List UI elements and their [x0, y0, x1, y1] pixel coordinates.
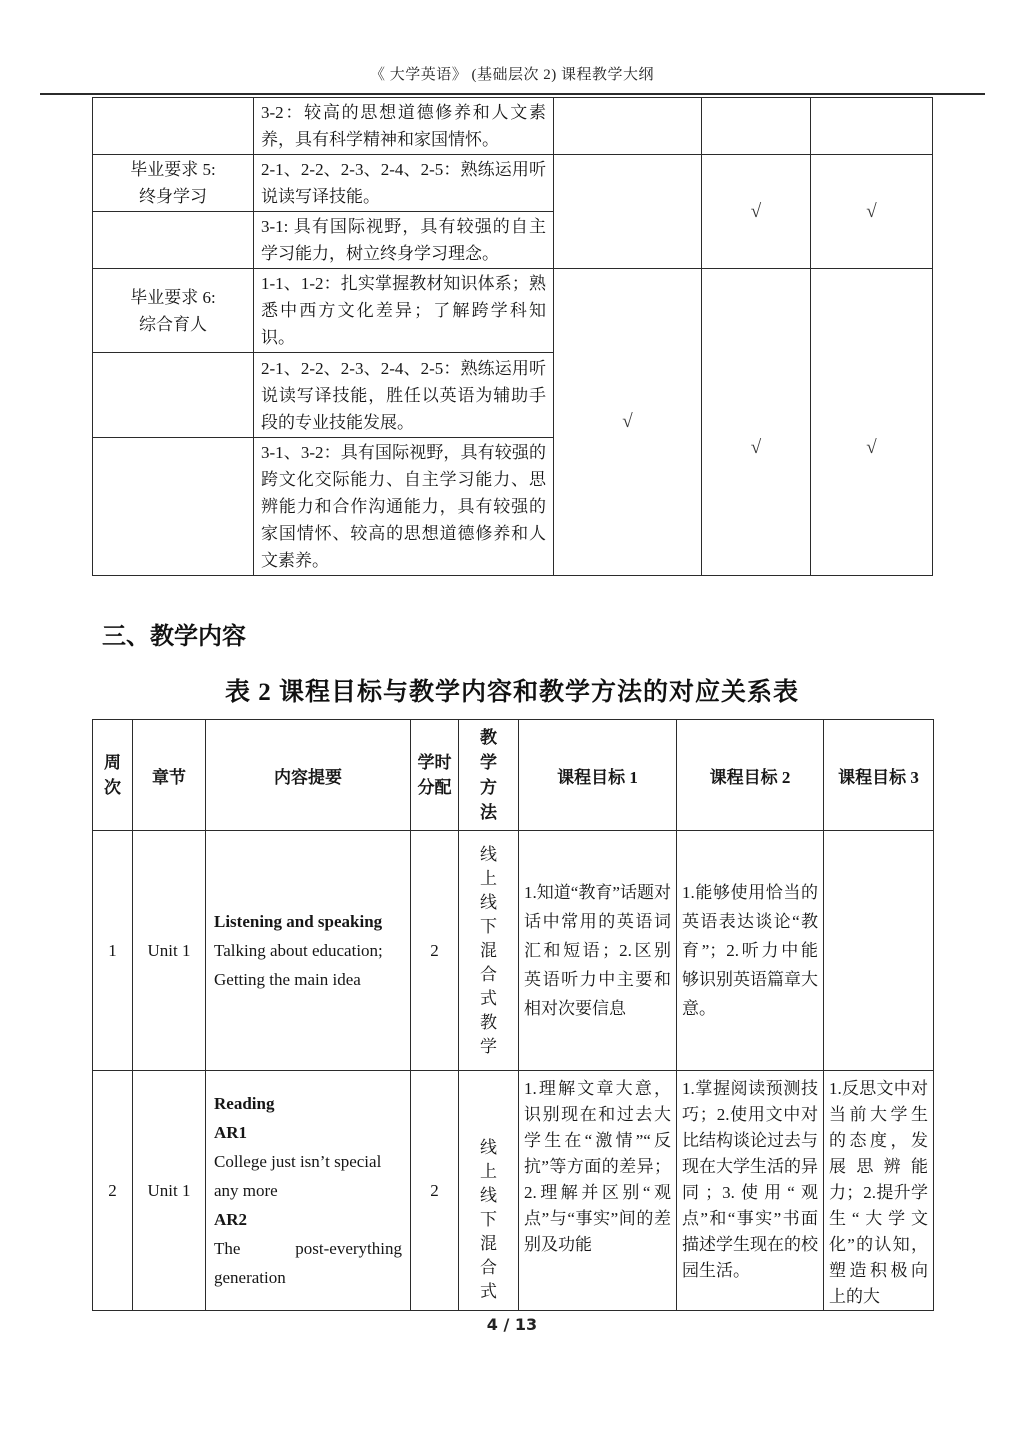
header-hours: 学时分配 [411, 720, 459, 831]
content-line: Listening and speaking [214, 912, 383, 931]
header-week: 周次 [93, 720, 133, 831]
indicator-cell: 3-2：较高的思想道德修养和人文素养，具有科学精神和家国情怀。 [254, 98, 554, 155]
header-summary: 内容提要 [206, 720, 411, 831]
indicator-cell: 3-1、3-2：具有国际视野，具有较强的跨文化交际能力、自主学习能力、思辨能力和合作沟通能力，具有较强的家国情怀、较高的思想道德修养和人文素养。 [254, 438, 554, 576]
header-objective3: 课程目标 3 [824, 720, 934, 831]
table-row [93, 98, 933, 155]
objective1-cell [554, 155, 702, 269]
requirement-cell [93, 269, 254, 353]
table-row [93, 1071, 934, 1311]
page-header-title: 《 大学英语》 (基础层次 2) 课程教学大纲 [370, 67, 654, 83]
objective2-cell: 1.掌握阅读预测技巧；2.使用文中对比结构谈论过去与现在大学生活的异同；3.使用“观点”和“事实”书面描述学生现在的校园生活。 [677, 1071, 824, 1311]
objective3-checkmark: √ [811, 269, 933, 576]
indicator-cell: 2-1、2-2、2-3、2-4、2-5：熟练运用听说读写译技能。 [254, 155, 554, 212]
objective2-checkmark: √ [702, 155, 811, 269]
table-header-row [93, 720, 934, 831]
content-line: any more [214, 1181, 278, 1200]
objective1-cell [554, 98, 702, 155]
page-header-rule [40, 93, 985, 95]
indicator-cell: 2-1、2-2、2-3、2-4、2-5：熟练运用听说读写译技能，胜任以英语为辅助手段的专业技能发展。 [254, 353, 554, 438]
week-cell: 1 [93, 831, 133, 1071]
summary-cell [206, 831, 411, 1071]
objective2-cell [702, 98, 811, 155]
method-vertical-text: 线上线下混合式教学 [480, 844, 497, 1056]
content-word: The [214, 1239, 241, 1258]
hours-cell: 2 [411, 1071, 459, 1311]
table-row [93, 831, 934, 1071]
table-row [93, 155, 933, 212]
chapter-cell: Unit 1 [133, 831, 206, 1071]
indicator-cell: 3-1: 具有国际视野，具有较强的自主学习能力，树立终身学习理念。 [254, 212, 554, 269]
content-line: College just isn’t special [214, 1152, 382, 1171]
objective3-cell [824, 831, 934, 1071]
requirement-label-line1: 毕业要求 6: [130, 287, 216, 307]
content-line: AR1 [214, 1123, 248, 1142]
content-line: AR2 [214, 1210, 248, 1229]
indicator-cell: 1-1、1-2：扎实掌握教材知识体系；熟悉中西方文化差异；了解跨学科知识。 [254, 269, 554, 353]
objective3-checkmark: √ [811, 155, 933, 269]
objective1-cell: 1.知道“教育”话题对话中常用的英语词汇和短语；2.区别英语听力中主要和相对次要信息 [519, 831, 677, 1071]
requirement-label-line2: 终身学习 [139, 187, 207, 206]
requirement-cell [93, 353, 254, 438]
header-method: 教学方法 [459, 720, 519, 831]
content-line: Reading [214, 1094, 275, 1113]
method-cell [459, 1071, 519, 1311]
objective3-cell: 1.反思文中对当前大学生的态度，发展思辨能力；2.提升学生“大学文化”的认知，塑造积极向上的大 [824, 1071, 934, 1311]
requirement-label-line2: 综合育人 [139, 314, 207, 334]
week-cell: 2 [93, 1071, 133, 1311]
header-objective2: 课程目标 2 [677, 720, 824, 831]
content-line: Getting the main idea [214, 970, 361, 989]
table-row [93, 269, 933, 353]
objective2-cell: 1.能够使用恰当的英语表达谈论“教育”；2.听力中能够识别英语篇章大意。 [677, 831, 824, 1071]
header-objective1: 课程目标 1 [519, 720, 677, 831]
chapter-cell: Unit 1 [133, 1071, 206, 1311]
requirement-cell [93, 98, 254, 155]
content-line: Talking about education; [214, 941, 383, 960]
content-line [214, 1234, 402, 1263]
objective1-cell: 1.理解文章大意，识别现在和过去大学生在“激情”“反抗”等方面的差异；2.理解并区别“观点”与“事实”间的差别及功能 [519, 1071, 677, 1311]
objective3-cell [811, 98, 933, 155]
hours-cell: 2 [411, 831, 459, 1071]
requirement-cell [93, 155, 254, 212]
objective1-checkmark: √ [554, 269, 702, 576]
summary-cell [206, 1071, 411, 1311]
section-heading: 三、教学内容 [102, 624, 246, 650]
method-vertical-text: 线上线下混合式 [480, 1137, 497, 1301]
objective2-checkmark: √ [702, 269, 811, 576]
table2-title: 表 2 课程目标与教学内容和教学方法的对应关系表 [224, 679, 799, 706]
content-line: generation [214, 1268, 286, 1287]
page-number: 4 / 13 [486, 1315, 538, 1334]
header-chapter: 章节 [133, 720, 206, 831]
requirement-label-line1: 毕业要求 5: [130, 160, 216, 179]
graduation-requirements-table [92, 97, 933, 576]
method-cell [459, 831, 519, 1071]
content-word: post-everything [295, 1239, 402, 1258]
requirement-cell [93, 438, 254, 576]
teaching-content-table [92, 719, 934, 1311]
requirement-cell [93, 212, 254, 269]
